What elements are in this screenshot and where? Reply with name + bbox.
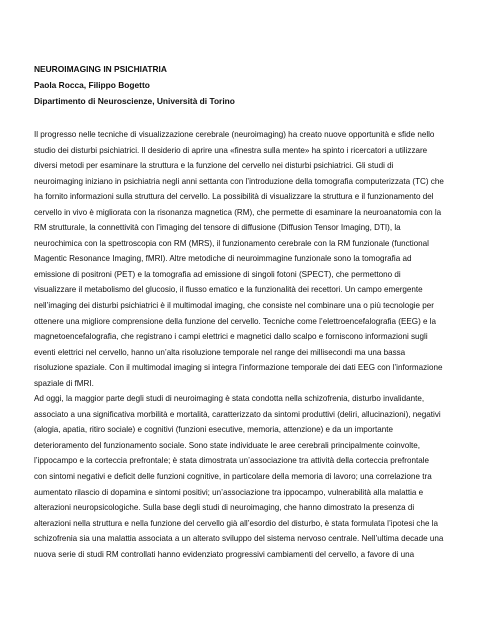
text-line: alterazioni neuropsicologiche. Sulla base degli studi di neuroimaging, che hanno dimostrato la presenza di [34,503,415,513]
text-line: con sintomi negativi e deficit delle funzioni cognitive, in particolare della memoria di lavoro; una correlazione tra [34,472,432,482]
document-authors: Paola Rocca, Filippo Bogetto [34,80,150,90]
document-page [34,62,474,562]
text-line: deterioramento del funzionamento sociale. Sono state individuate le aree cerebrali principalmente coinvolte, [34,440,421,450]
text-line: (alogia, apatia, ritiro sociale) e cognitivi (funzioni esecutive, memoria, attenzione) e da un importante [34,425,394,435]
text-line: Ad oggi, la maggior parte degli studi di neuroimaging è stata condotta nella schizofrenia, disturbo invalidante, [34,394,425,404]
text-line: spaziale di fMRI. [34,378,94,388]
text-line: associato a una significativa morbilità e mortalità, caratterizzato da sintomi produttivi (deliri, allucinazioni), negativi [34,409,441,419]
text-line: eventi elettrici nel cervello, hanno un’alta risoluzione temporale nel range dei millisecondi ma una bassa [34,347,406,357]
text-line: nell’imaging dei disturbi psichiatrici è il multimodal imaging, che consiste nel combinare una o più tecnologie per [34,301,434,311]
document-title: NEUROIMAGING IN PSICHIATRIA [34,64,167,74]
text-line: RM strutturale, la connettività con l’imaging del tensore di diffusione (Diffusion Tensor Imaging, DTI), la [34,223,401,233]
text-line: neuroimaging iniziano in psichiatria negli anni settanta con l’introduzione della tomografia computerizzata (TC) che [34,176,444,186]
text-line: Magentic Resonance Imaging, fMRI). Altre metodiche di neuroimmagine funzionale sono la tomografia ad [34,254,412,264]
text-line: magnetoencefalografia, che registrano i campi elettrici e magnetici dallo scalpo e forniscono informazioni sugli [34,332,428,342]
text-line: ottenere una migliore comprensione della funzione del cervello. Tecniche come l’elettroencefalografia (EEG) e la [34,316,437,326]
text-line: studio dei disturbi psichiatrici. Il desiderio di aprire una «finestra sulla mente» ha spinto i ricercatori a utilizzare [34,145,428,155]
body-text [34,127,474,562]
text-line: cervello in vivo è migliorata con la risonanza magnetica (RM), che permette di esaminare la neuroanatomia con la [34,207,442,217]
text-line: l’ippocampo e la corteccia prefrontale; è stata dimostrata un’associazione tra attività della corteccia prefrontale [34,456,430,466]
text-line: risoluzione spaziale. Con il multimodal imaging si integra l’informazione temporale dei dati EEG con l’informazione [34,363,443,373]
text-line: alterazioni nella struttura e nella funzione del cervello già all’esordio del disturbo, è stata formulata l’ipotesi che la [34,518,439,528]
document-affiliation: Dipartimento di Neuroscienze, Università di Torino [34,96,235,106]
text-line: nuova serie di studi RM controllati hanno evidenziato progressivi cambiamenti del cervello, a favore di una [34,549,415,559]
text-line: visualizzare il metabolismo del glucosio, il flusso ematico e la funzionalità dei recettori. Un campo emergente [34,285,423,295]
text-line: aumentato rilascio di dopamina e sintomi positivi; un’associazione tra ippocampo, vulnerabilità alla malattia e [34,487,424,497]
text-line: schizofrenia sia una malattia associata a un alterato sviluppo del sistema nervoso centrale. Nell’ultima decade una [34,534,444,544]
text-line: neurochimica con la spettroscopia con RM (MRS), il funzionamento cerebrale con la RM funzionale (functional [34,238,429,248]
text-line: Il progresso nelle tecniche di visualizzazione cerebrale (neuroimaging) ha creato nuove opportunità e sfide nello [34,130,435,139]
text-line: diversi metodi per esaminare la struttura e la funzione del cervello nei disturbi psichiatrici. Gli studi di [34,161,394,171]
text-line: emissione di positroni (PET) e la tomografia ad emissione di singoli fotoni (SPECT), che permettono di [34,269,401,279]
text-line: ha fornito informazioni sulla struttura del cervello. La possibilità di visualizzare la struttura e il funzionamento del [34,192,434,202]
